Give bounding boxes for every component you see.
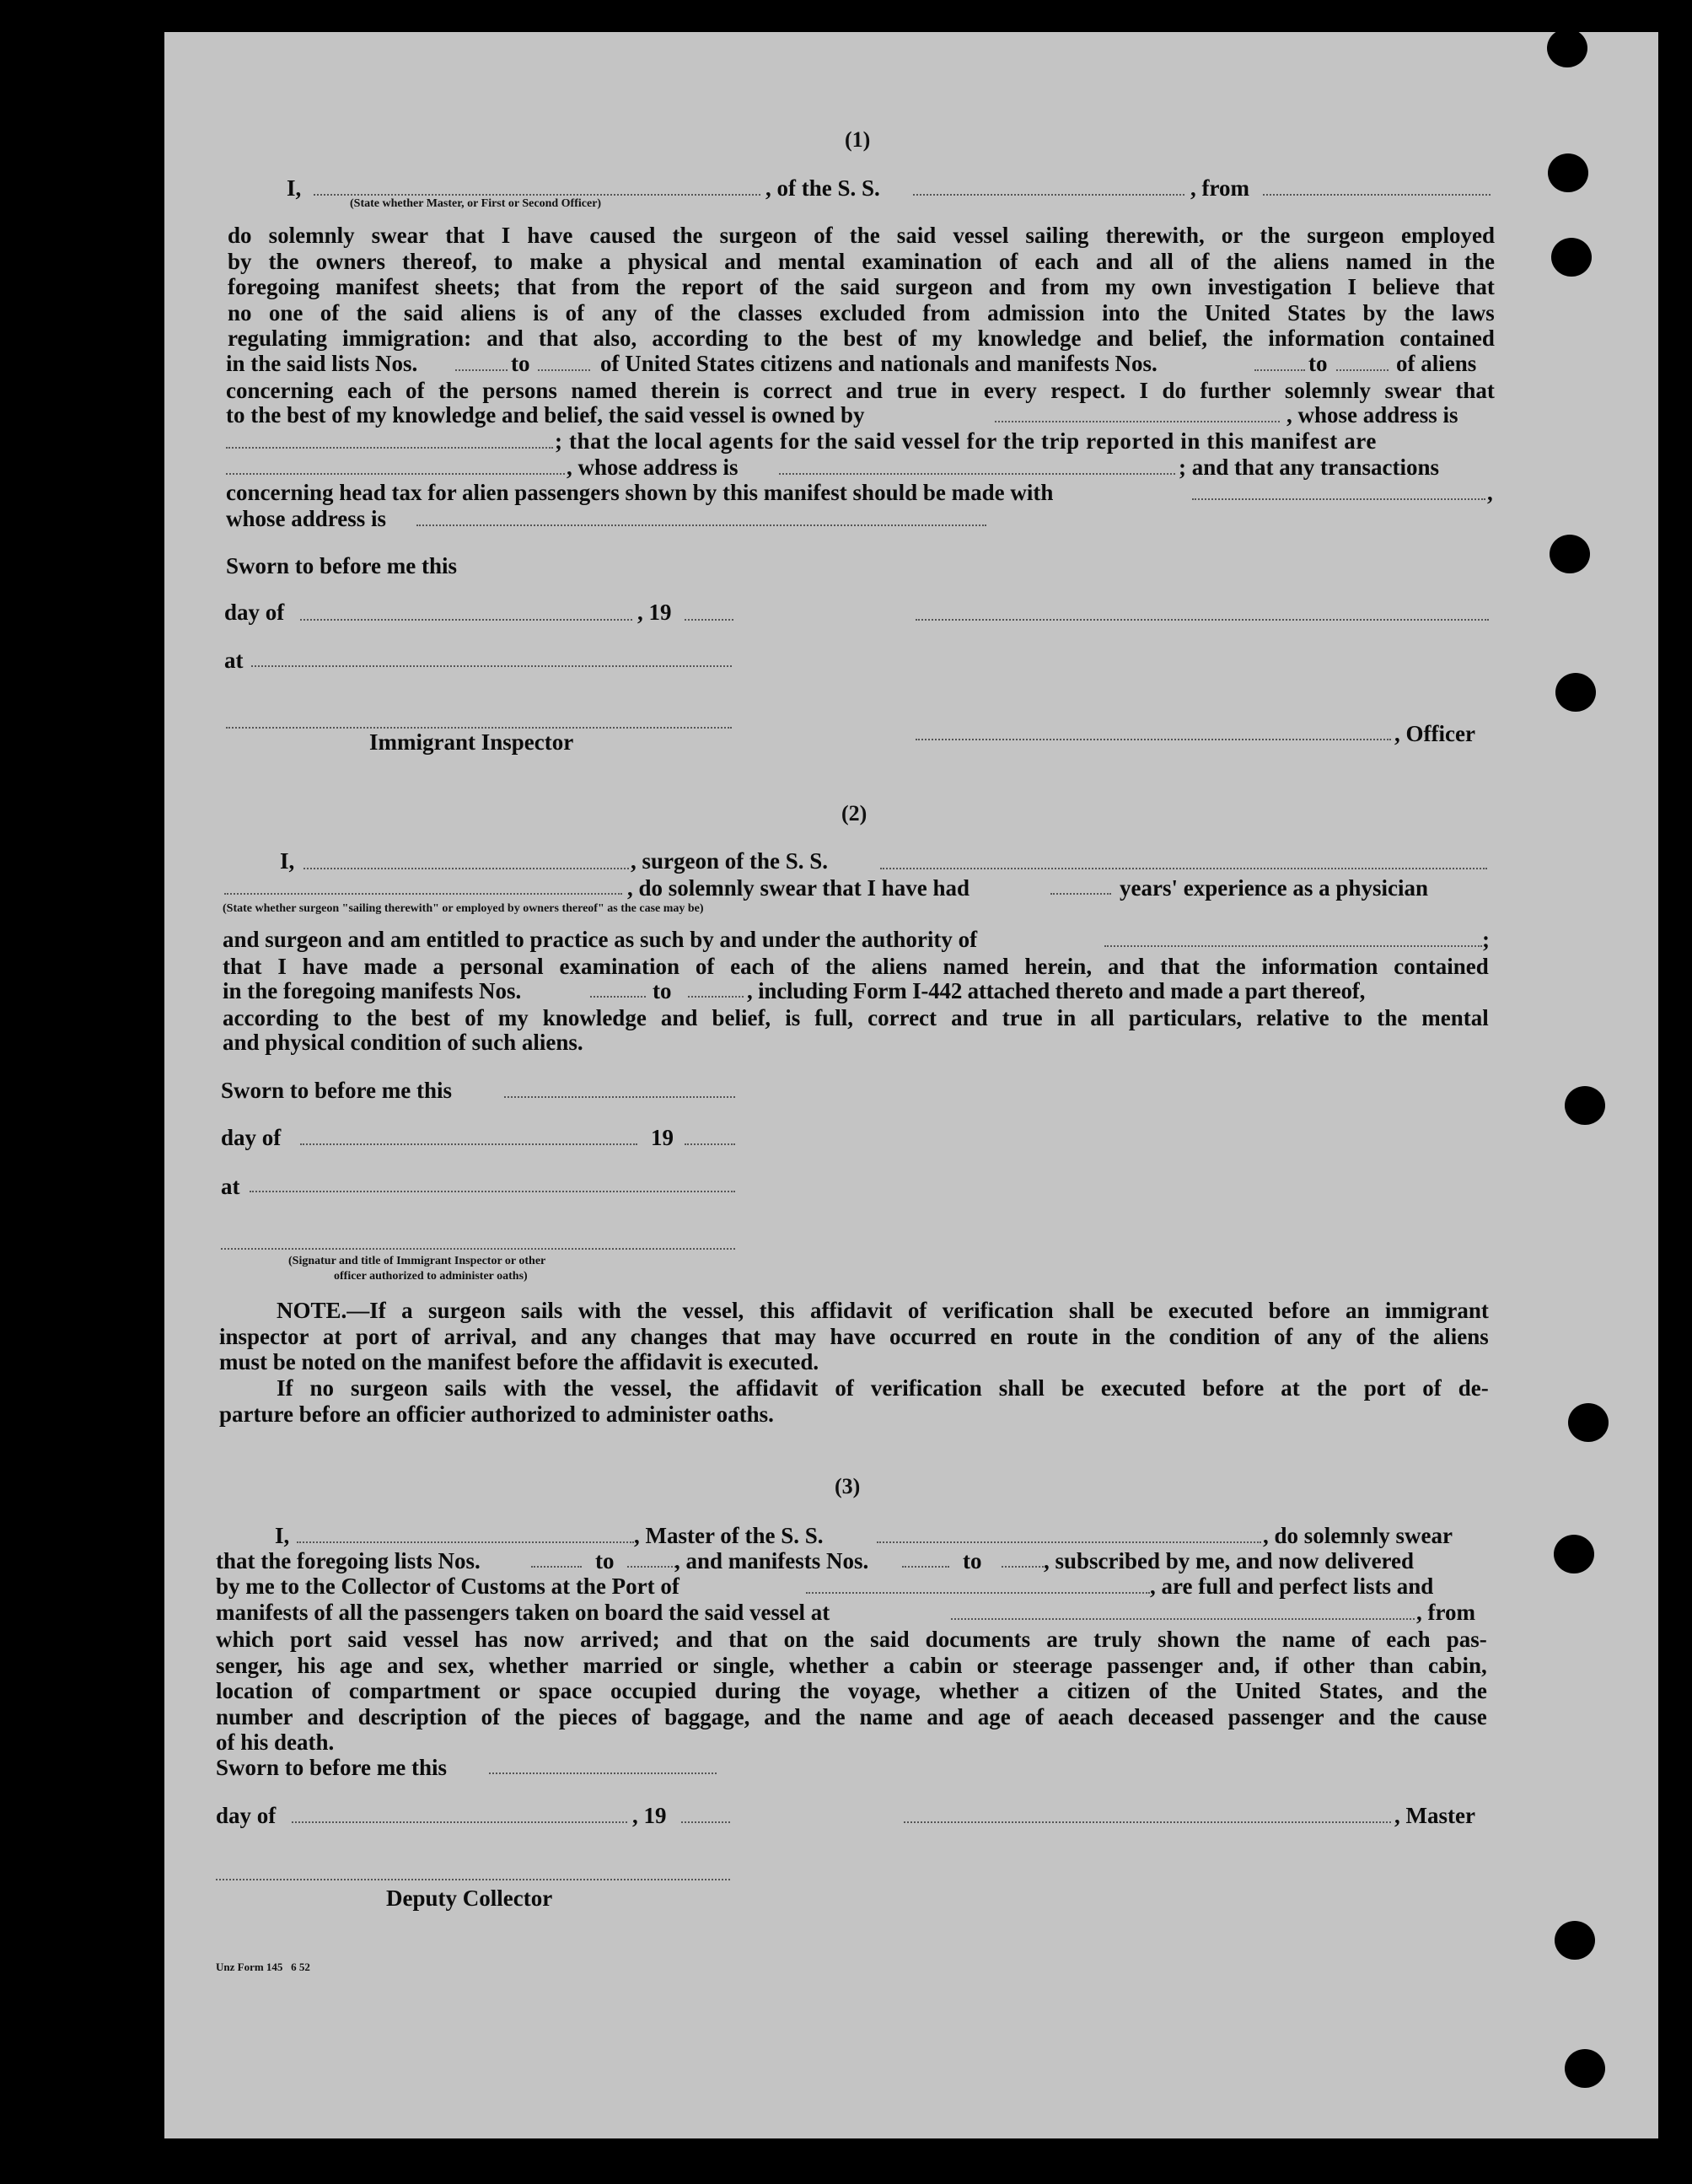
s2-day-of-label: day of — [221, 1125, 282, 1150]
s1-i-label: I, — [287, 175, 302, 201]
s3-collector-label: by me to the Collector of Customs at the Port of — [216, 1573, 679, 1599]
s3-oath-line: senger, his age and sex, whether married or single, whether a cabin or steerage passenger and, if other than cabin, — [216, 1652, 1487, 1678]
s1-owned-label: to the best of my knowledge and belief, the said vessel is owned by — [226, 402, 865, 428]
punch-hole — [1555, 1921, 1595, 1960]
punch-hole — [1554, 1535, 1594, 1573]
s3-lists-from-field[interactable] — [531, 1566, 582, 1568]
s3-sworn-label: Sworn to before me this — [216, 1755, 447, 1780]
s2-year-field[interactable] — [685, 1143, 735, 1145]
s3-lists-to-label: to — [595, 1548, 615, 1573]
s3-subscribed-label: , subscribed by me, and now delivered — [1044, 1548, 1415, 1573]
punch-hole — [1555, 673, 1596, 712]
s1-inspector-sign-field[interactable] — [226, 727, 732, 729]
punch-hole — [1551, 238, 1592, 277]
note-paragraph-1 — [219, 1298, 1489, 1375]
s1-from-field[interactable] — [1263, 194, 1491, 196]
note-line: NOTE.—If a surgeon sails with the vessel, this affidavit of verification shall be executed before an immigrant — [277, 1298, 1489, 1323]
s2-signature-field[interactable] — [221, 1248, 735, 1250]
s3-boarding-port-field[interactable] — [951, 1618, 1415, 1620]
s2-swear-label: , do solemnly swear that I have had — [627, 875, 970, 901]
s2-day-field[interactable] — [300, 1143, 637, 1145]
punch-hole — [1550, 535, 1590, 573]
s1-headtax-comma: , — [1487, 480, 1493, 505]
section-1-number: (1) — [845, 127, 871, 152]
s1-officer-name-field[interactable] — [314, 194, 760, 196]
s3-lists-label: that the foregoing lists Nos. — [216, 1548, 481, 1573]
s1-officer-label: , Officer — [1394, 721, 1475, 746]
s3-master-sign-field[interactable] — [904, 1821, 1391, 1823]
s1-oath-paragraph-2 — [226, 378, 1495, 404]
s3-day-field[interactable] — [292, 1821, 627, 1823]
s1-agent-address-field[interactable] — [779, 473, 1175, 475]
s1-oath-line: do solemnly swear that I have caused the surgeon of the said vessel sailing therewith, or the surgeon employed — [228, 223, 1495, 248]
s3-boarded-label: manifests of all the passengers taken on board the said vessel at — [216, 1600, 830, 1625]
s1-year-field[interactable] — [685, 619, 733, 621]
s3-full-lists-label: , are full and perfect lists and — [1150, 1573, 1434, 1599]
s2-signature-hint: (Signatur and title of Immigrant Inspector or other — [288, 1255, 546, 1267]
s1-transactions-label: ; and that any transactions — [1179, 455, 1440, 480]
s3-deputy-label: Deputy Collector — [386, 1885, 553, 1911]
s2-exam-text: that I have made a personal examination of each of the aliens named herein, and that the information contained — [223, 954, 1489, 979]
s3-sworn-field[interactable] — [489, 1772, 717, 1774]
s3-master-label: , Master of the S. S. — [634, 1523, 824, 1548]
s3-year-label: , 19 — [632, 1803, 667, 1828]
s2-surgeon-label: , surgeon of the S. S. — [631, 848, 829, 874]
s2-manifest-to-field[interactable] — [688, 996, 744, 998]
note-line: If no surgeon sails with the vessel, the affidavit of verification shall be executed before at the port of de- — [277, 1375, 1489, 1401]
s2-authority-semicolon: ; — [1482, 927, 1490, 952]
s1-signature-field[interactable] — [916, 619, 1489, 621]
s1-owner-address-label: , whose address is — [1286, 402, 1458, 428]
s1-headtax-address-field[interactable] — [416, 524, 986, 526]
s2-surgeon-hint: (State whether surgeon "sailing therewith" or employed by owners thereof" as the case may be) — [223, 902, 704, 915]
s2-ship-name-field[interactable] — [880, 868, 1487, 869]
s1-sworn-label: Sworn to before me this — [226, 553, 457, 578]
s1-manifest-from-field[interactable] — [1254, 369, 1305, 371]
section-3-number: (3) — [835, 1474, 861, 1498]
s1-lists-to-field[interactable] — [538, 369, 590, 371]
s1-agents-field[interactable] — [226, 473, 565, 475]
s1-citizens-label: of United States citizens and nationals and manifests Nos. — [600, 351, 1158, 376]
s1-lists-to-label: to — [511, 351, 530, 376]
s1-officer-sign-field[interactable] — [916, 739, 1391, 740]
s2-surgeon-name-field[interactable] — [303, 868, 629, 869]
s1-officer-hint: (State whether Master, or First or Second Officer) — [350, 197, 602, 210]
s3-master-name-field[interactable] — [297, 1541, 634, 1543]
s3-year-field[interactable] — [681, 1821, 730, 1823]
s3-manifests-label: , and manifests Nos. — [674, 1548, 869, 1573]
s3-day-of-label: day of — [216, 1803, 277, 1828]
s1-whose-address-label: whose address is — [226, 506, 387, 531]
s1-headtax-field[interactable] — [1192, 498, 1485, 500]
s3-oath-line: of his death. — [216, 1729, 335, 1755]
s2-at-field[interactable] — [250, 1191, 735, 1192]
punch-hole — [1565, 2049, 1605, 2088]
section-2-number: (2) — [841, 801, 867, 826]
s1-year-label: , 19 — [637, 600, 672, 625]
s1-aliens-label: of aliens — [1396, 351, 1477, 376]
s1-headtax-label: concerning head tax for alien passengers shown by this manifest should be made with — [226, 480, 1054, 505]
s2-year-label: 19 — [651, 1125, 674, 1150]
s2-signature-hint-2: officer authorized to administer oaths) — [334, 1270, 528, 1283]
s2-manifest-to-label: to — [653, 978, 672, 1003]
punch-hole — [1548, 153, 1588, 192]
s1-oath-line: regulating immigration: and that also, according to the best of my knowledge and belief, the information contained — [228, 325, 1495, 351]
s2-condition-label: and physical condition of such aliens. — [223, 1030, 583, 1055]
s1-ship-name-field[interactable] — [913, 194, 1184, 196]
s3-manifest-from-field[interactable] — [902, 1566, 949, 1568]
s3-i-label: I, — [275, 1523, 290, 1548]
s1-oath-paragraph — [228, 223, 1495, 352]
s2-experience-label: years' experience as a physician — [1120, 875, 1428, 901]
note-line: must be noted on the manifest before the affidavit is executed. — [219, 1349, 819, 1374]
s3-from-label: , from — [1416, 1600, 1475, 1625]
note-paragraph-2 — [219, 1375, 1489, 1427]
s1-oath-line: foregoing manifest sheets; that from the report of the said surgeon and from my own investigation I believe that — [228, 274, 1495, 299]
s1-lists-label: in the said lists Nos. — [226, 351, 418, 376]
s2-manifests-label: in the foregoing manifests Nos. — [223, 978, 522, 1003]
punch-hole — [1547, 29, 1587, 67]
s1-at-label: at — [224, 648, 244, 673]
s1-oath-line: concerning each of the persons named therein is correct and true in every respect. I do further solemnly swear that — [226, 378, 1495, 403]
s1-day-of-label: day of — [224, 600, 285, 625]
s1-oath-line: by the owners thereof, to make a physical and mental examination of each and all of the aliens named in the — [228, 248, 1495, 274]
s2-authority-label: and surgeon and am entitled to practice as such by and under the authority of — [223, 927, 978, 952]
s3-oath-line: which port said vessel has now arrived; and that on the said documents are truly shown the name of each pas- — [216, 1627, 1487, 1652]
s1-of-ss-label: , of the S. S. — [765, 175, 880, 201]
s2-exam-line — [223, 954, 1489, 980]
s3-oath-line: location of compartment or space occupied during the voyage, whether a citizen of the United States, and the — [216, 1678, 1487, 1703]
s3-manifest-to-label: to — [963, 1548, 982, 1573]
s3-swear-label: , do solemnly swear — [1263, 1523, 1453, 1548]
s2-manifest-from-field[interactable] — [590, 996, 646, 998]
s1-owner-address-field[interactable] — [226, 447, 553, 449]
s1-agents-label: ; that the local agents for the said vessel for the trip reported in this manifest are — [555, 428, 1377, 454]
s1-agent-address-label: , whose address is — [567, 455, 739, 480]
s1-owner-field[interactable] — [995, 421, 1280, 422]
s3-lists-to-field[interactable] — [627, 1566, 676, 1568]
s2-form-label: , including Form I-442 attached thereto and made a part thereof, — [747, 978, 1366, 1003]
s1-at-field[interactable] — [251, 665, 732, 667]
s1-lists-from-field[interactable] — [455, 369, 508, 371]
s1-manifest-to-label: to — [1308, 351, 1328, 376]
form-number-footer: Unz Form 145 6 52 — [216, 1961, 310, 1973]
s2-surgeon-type-field[interactable] — [224, 893, 622, 895]
s2-belief-line: according to the best of my knowledge and belief, is full, correct and true in all particulars, relative to the mental — [223, 1005, 1489, 1030]
s2-sworn-label: Sworn to before me this — [221, 1078, 452, 1103]
s1-from-label: , from — [1190, 175, 1249, 201]
s3-manifest-to-field[interactable] — [1002, 1566, 1044, 1568]
s1-oath-line: no one of the said aliens is of any of the classes excluded from admission into the United States by the laws — [228, 299, 1495, 325]
s2-sworn-field[interactable] — [504, 1096, 735, 1098]
s3-port-field[interactable] — [806, 1592, 1150, 1594]
punch-hole — [1565, 1086, 1605, 1125]
s3-ship-name-field[interactable] — [877, 1541, 1261, 1543]
s2-at-label: at — [221, 1174, 240, 1199]
note-line: parture before an officier authorized to administer oaths. — [219, 1401, 774, 1427]
s2-i-label: I, — [280, 848, 295, 874]
s2-years-field[interactable] — [1050, 893, 1111, 895]
punch-hole — [1568, 1403, 1609, 1442]
s3-deputy-sign-field[interactable] — [216, 1879, 730, 1880]
s3-oath-paragraph — [216, 1627, 1487, 1756]
s3-oath-line: number and description of the pieces of baggage, and the name and age of aeach deceased passenger and the cause — [216, 1703, 1487, 1729]
s1-inspector-label: Immigrant Inspector — [369, 729, 574, 755]
s2-authority-field[interactable] — [1104, 945, 1482, 947]
s1-day-field[interactable] — [300, 619, 632, 621]
s3-master-sign-label: , Master — [1394, 1803, 1475, 1828]
note-line: inspector at port of arrival, and any changes that may have occurred en route in the condition of any of the aliens — [219, 1323, 1489, 1349]
s2-belief-paragraph — [223, 1005, 1489, 1031]
s1-manifest-to-field[interactable] — [1336, 369, 1389, 371]
